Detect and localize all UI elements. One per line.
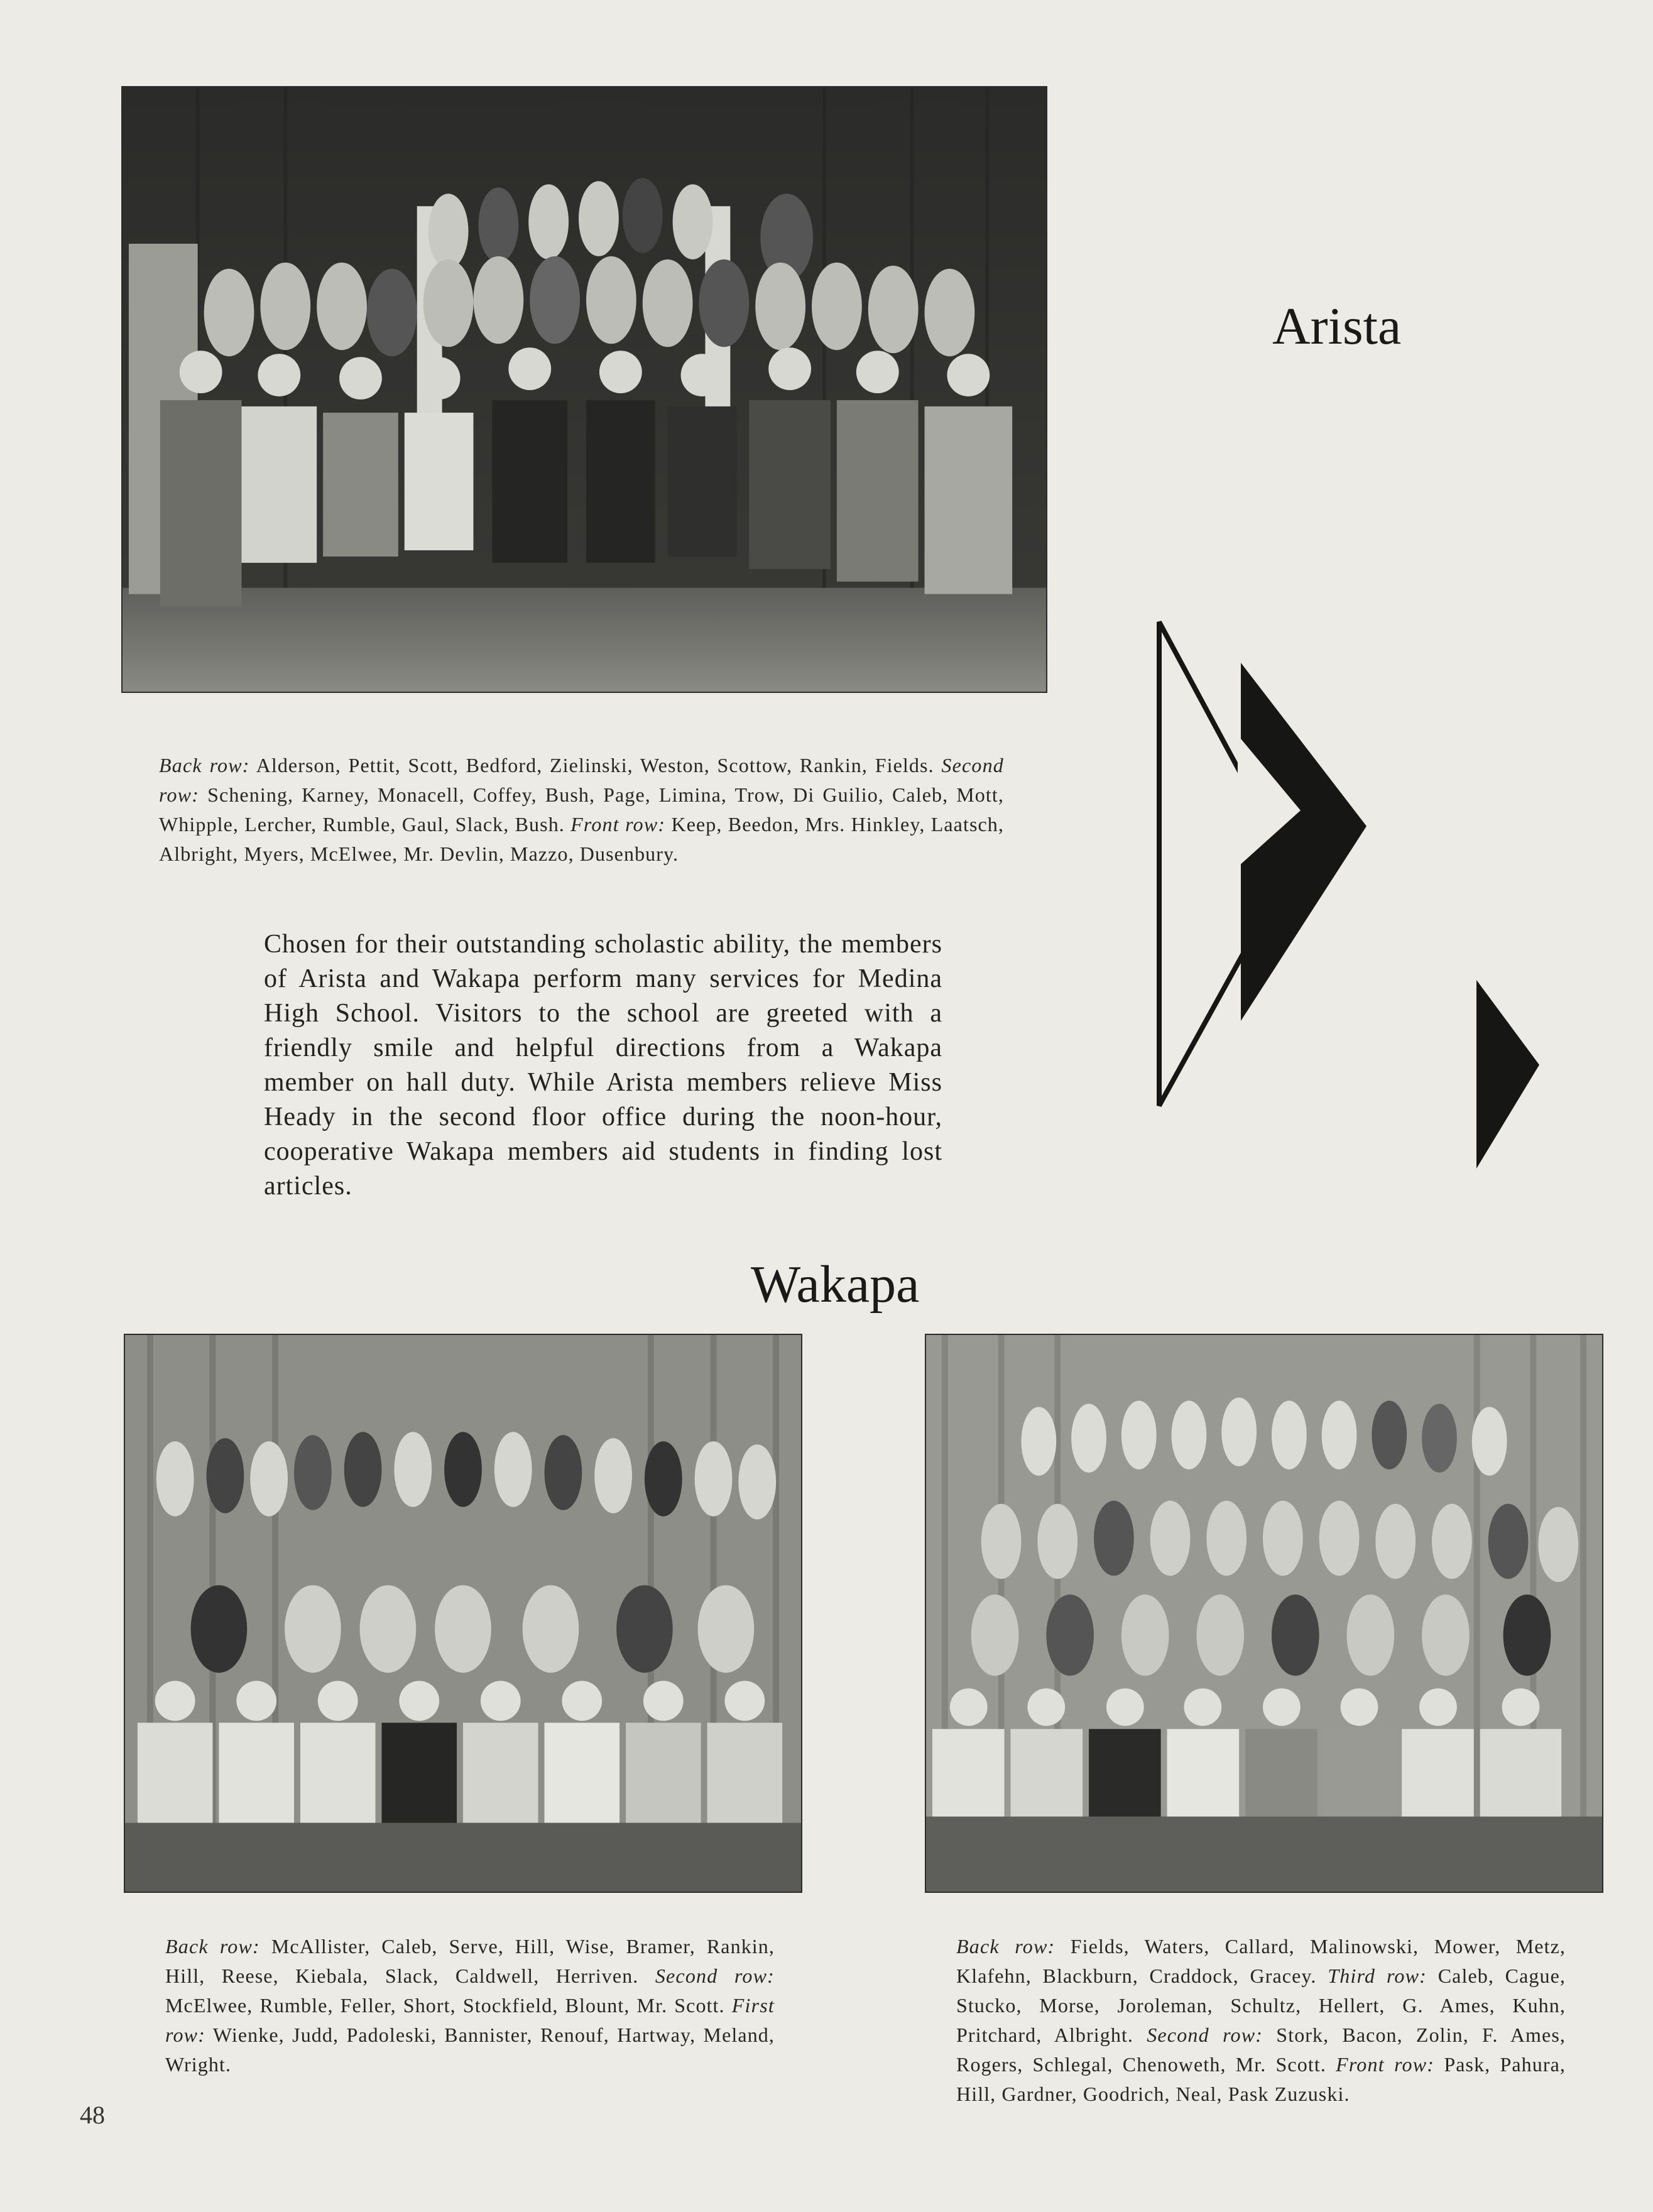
wakapa-left-first-row-names: Wienke, Judd, Padoleski, Bannister, Renouf, Hartway, Meland, Wright. — [165, 2024, 775, 2076]
wakapa-left-back-row-label: Back row: — [165, 1935, 260, 1958]
intro-paragraph: Chosen for their outstanding scholastic ability, the members of Arista and Wakapa perform many services for Medina High School. Visitors to the school are greeted with a friendly smile and helpful directions from a Wakapa member on hall duty. While Arista members relieve Miss Heady in the second floor office during the noon-hour, cooperative Wakapa members aid students in finding lost articles. — [264, 930, 942, 1201]
wakapa-right-second-row-label: Second row: — [1147, 2024, 1263, 2046]
wakapa-left-group-photo — [124, 1334, 802, 1893]
wakapa-left-caption — [165, 1932, 775, 2079]
wakapa-right-back-row-label: Back row: — [956, 1935, 1056, 1958]
wakapa-heading: Wakapa — [751, 1255, 920, 1314]
arista-front-row-names: Keep, Beedon, Mrs. Hinkley, Laatsch, Albright, Myers, McElwee, Mr. Devlin, Mazzo, Dusenbury. — [159, 813, 1004, 865]
wakapa-left-second-row-label: Second row: — [655, 1964, 775, 1987]
arista-second-row-names: Schening, Karney, Monacell, Coffey, Bush, Page, Limina, Trow, Di Guilio, Caleb, Mott, Whipple, Lercher, Rumble, Gaul, Slack, Bush. — [159, 783, 1004, 836]
wakapa-left-first-row-label: First row: — [165, 1994, 775, 2046]
wakapa-right-third-row-label: Third row: — [1328, 1964, 1427, 1987]
arista-front-row-label: Front row: — [570, 813, 666, 836]
arista-caption — [159, 751, 1004, 869]
wakapa-left-second-row-names: McElwee, Rumble, Feller, Short, Stockfield, Blount, Mr. Scott. — [165, 1994, 732, 2017]
arista-back-row-names: Alderson, Pettit, Scott, Bedford, Zielinski, Weston, Scottow, Rankin, Fields. — [249, 754, 942, 776]
wakapa-right-back-row-names: Fields, Waters, Callard, Malinowski, Mower, Metz, Klafehn, Blackburn, Craddock, Gracey. — [956, 1935, 1566, 1987]
wakapa-right-front-row-names: Pask, Pahura, Hill, Gardner, Goodrich, Neal, Pask Zuzuski. — [956, 2053, 1566, 2105]
page-number: 48 — [80, 2101, 105, 2129]
wakapa-right-group-photo — [925, 1334, 1603, 1893]
arista-second-row-label: Second row: — [159, 754, 1004, 806]
wakapa-right-third-row-names: Caleb, Cague, Stucko, Morse, Joroleman, Schultz, Hellert, G. Ames, Kuhn, Pritchard, Albright. — [956, 1964, 1566, 2046]
wakapa-right-front-row-label: Front row: — [1336, 2053, 1435, 2076]
wakapa-right-caption — [956, 1932, 1566, 2109]
arista-group-photo — [121, 86, 1047, 693]
decorative-triangles — [1150, 603, 1558, 1181]
wakapa-left-back-row-names: McAllister, Caleb, Serve, Hill, Wise, Bramer, Rankin, Hill, Reese, Kiebala, Slack, Caldwell, Herriven. — [165, 1935, 775, 1987]
arista-back-row-label: Back row: — [159, 754, 250, 776]
arista-heading: Arista — [1272, 297, 1402, 356]
wakapa-right-second-row-names: Stork, Bacon, Zolin, F. Ames, Rogers, Schlegal, Chenoweth, Mr. Scott. — [956, 2024, 1566, 2076]
